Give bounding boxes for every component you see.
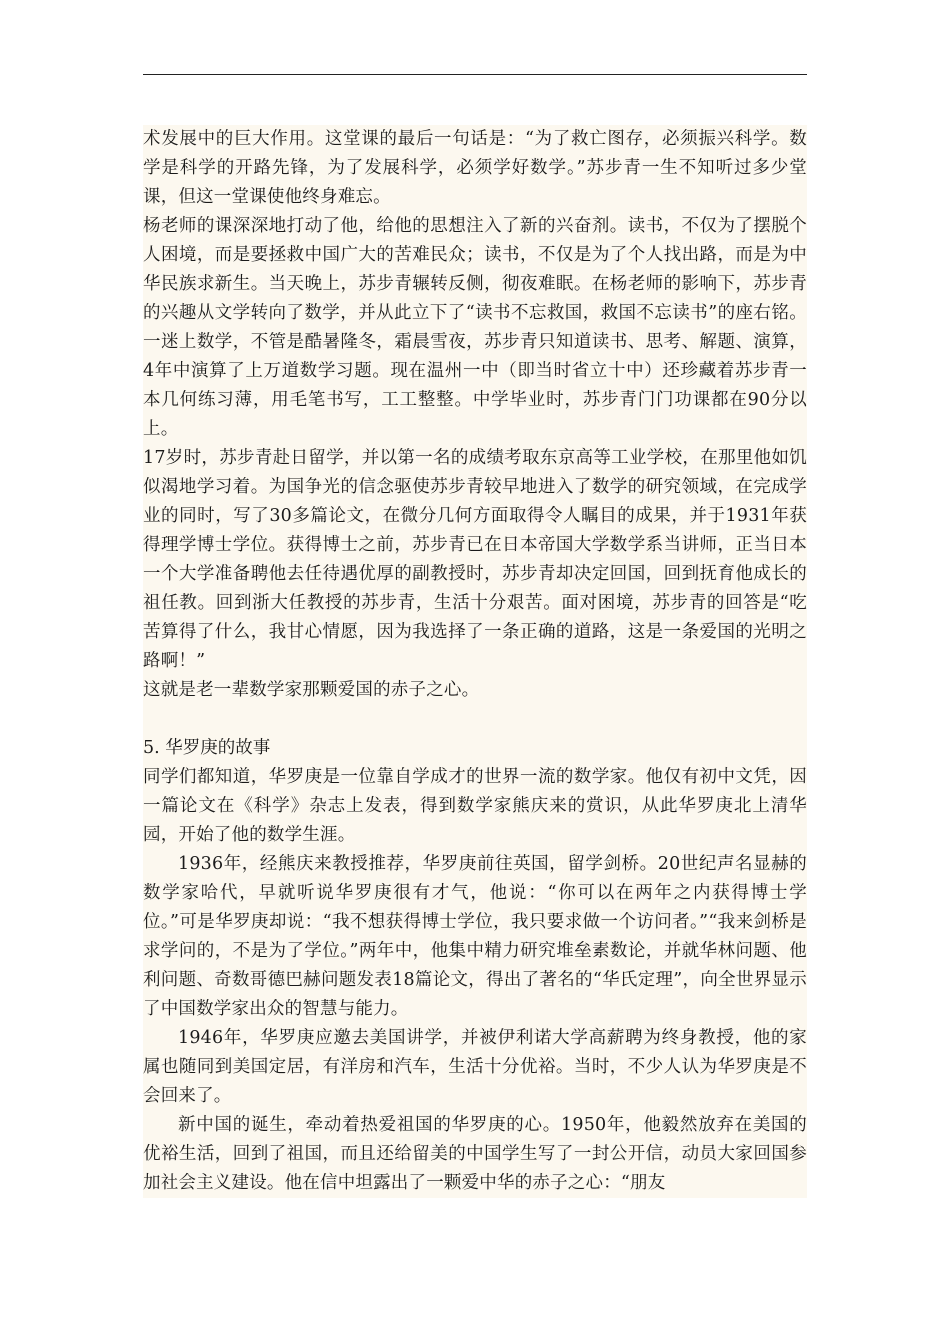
paragraph-hua-luogeng-3: 1946年，华罗庚应邀去美国讲学，并被伊利诺大学高薪聘为终身教授，他的家属也随同到美国定居，有洋房和汽车，生活十分优裕。当时，不少人认为华罗庚是不会回来了。 xyxy=(143,1028,807,1106)
blank-line xyxy=(143,705,807,734)
paragraph-hua-luogeng-2: 1936年，经熊庆来教授推荐，华罗庚前往英国，留学剑桥。20世纪声名显赫的数学家哈代，早就听说华罗庚很有才气，他说：“你可以在两年之内获得博士学位。”可是华罗庚却说：“我不想获得博士学位，我只要求做一个访问者。”“我来剑桥是求学问的，不是为了学位。”两年中，他集中精力研究堆垒素数论，并就华林问题、他利问题、奇数哥德巴赫问题发表18篇论文，得出了著名的“华氏定理”，向全世界显示了中国数学家出众的智慧与能力。 xyxy=(143,854,807,1019)
header-rule xyxy=(143,74,807,75)
paragraph-su-buqing-3: 17岁时，苏步青赴日留学，并以第一名的成绩考取东京高等工业学校，在那里他如饥似渴地学习着。为国争光的信念驱使苏步青较早地进入了数学的研究领域，在完成学业的同时，写了30多篇论文，在微分几何方面取得令人瞩目的成果，并于1931年获得理学博士学位。获得博士之前，苏步青已在日本帝国大学数学系当讲师，正当日本一个大学准备聘他去任待遇优厚的副教授时，苏步青却决定回国，回到抚育他成长的祖任教。回到浙大任教授的苏步青，生活十分艰苦。面对困境，苏步青的回答是“吃苦算得了什么，我甘心情愿，因为我选择了一条正确的道路，这是一条爱国的光明之路啊！” xyxy=(143,448,807,671)
paragraph-su-buqing-4: 这就是老一辈数学家那颗爱国的赤子之心。 xyxy=(143,680,480,700)
document-body xyxy=(143,125,807,1198)
paragraph-hua-luogeng-1: 同学们都知道，华罗庚是一位靠自学成才的世界一流的数学家。他仅有初中文凭，因一篇论文在《科学》杂志上发表，得到数学家熊庆来的赏识，从此华罗庚北上清华园，开始了他的数学生涯。 xyxy=(143,767,807,845)
paragraph-hua-luogeng-4: 新中国的诞生，牵动着热爱祖国的华罗庚的心。1950年，他毅然放弃在美国的优裕生活，回到了祖国，而且还给留美的中国学生写了一封公开信，动员大家回国参加社会主义建设。他在信中坦露出了一颗爱中华的赤子之心：“朋友 xyxy=(143,1115,807,1193)
section-heading: 5. 华罗庚的故事 xyxy=(143,738,271,758)
paragraph-su-buqing-2: 杨老师的课深深地打动了他，给他的思想注入了新的兴奋剂。读书，不仅为了摆脱个人困境，而是要拯救中国广大的苦难民众；读书，不仅是为了个人找出路，而是为中华民族求新生。当天晚上，苏步青辗转反侧，彻夜难眠。在杨老师的影响下，苏步青的兴趣从文学转向了数学，并从此立下了“读书不忘救国，救国不忘读书”的座右铭。一迷上数学，不管是酷暑隆冬，霜晨雪夜，苏步青只知道读书、思考、解题、演算，4年中演算了上万道数学习题。现在温州一中（即当时省立十中）还珍藏着苏步青一本几何练习薄，用毛笔书写，工工整整。中学毕业时，苏步青门门功课都在90分以上。 xyxy=(143,216,807,439)
paragraph-su-buqing-1: 术发展中的巨大作用。这堂课的最后一句话是：“为了救亡图存，必须振兴科学。数学是科学的开路先锋，为了发展科学，必须学好数学。”苏步青一生不知听过多少堂课，但这一堂课使他终身难忘。 xyxy=(143,129,807,207)
